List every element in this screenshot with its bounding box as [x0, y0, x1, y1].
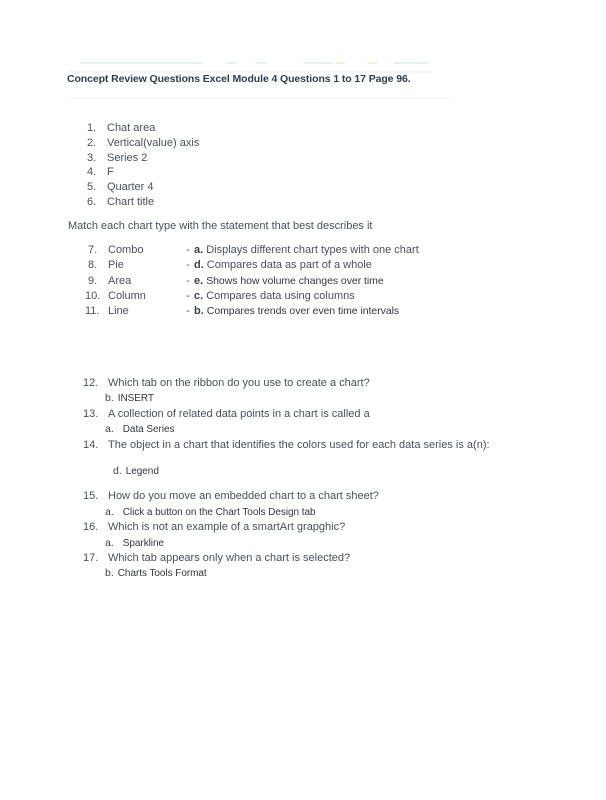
match-letter: e. — [194, 274, 204, 287]
question-row — [0, 376, 606, 391]
match-row — [0, 274, 606, 289]
list-item-text: F — [107, 166, 114, 179]
list-item-text: Vertical(value) axis — [107, 136, 200, 149]
question-row — [0, 520, 606, 535]
match-number: 11. — [85, 305, 100, 318]
list-item-number: 4. — [87, 166, 97, 179]
question-text: The object in a chart that identifies the colors used for each data series is a(n): — [108, 438, 490, 451]
match-dash: - — [186, 289, 190, 302]
scan-artifacts — [0, 0, 606, 110]
answer-letter: a. — [105, 505, 114, 518]
list-item — [0, 121, 606, 136]
answer-row — [0, 536, 606, 551]
match-description: Shows how volume changes over time — [206, 274, 384, 287]
term-list — [0, 121, 606, 210]
answer-row — [0, 505, 606, 520]
match-number: 9. — [88, 274, 98, 287]
list-item — [0, 195, 606, 210]
question-number: 17. — [83, 552, 99, 565]
answer-row — [0, 566, 606, 581]
list-item-text: Chat area — [107, 122, 156, 134]
scan-artifact-mark — [225, 62, 237, 64]
match-term: Column — [108, 289, 146, 302]
question-number: 13. — [83, 407, 99, 420]
match-dash: - — [186, 305, 190, 318]
list-item — [0, 136, 606, 151]
list-item-text: Chart title — [107, 195, 155, 208]
answer-letter: a. — [105, 536, 114, 549]
list-item — [0, 151, 606, 166]
list-item-number: 5. — [87, 181, 97, 194]
list-item — [0, 165, 606, 180]
question-number: 14. — [83, 438, 99, 451]
match-intro: Match each chart type with the statement that best describes it — [68, 220, 373, 232]
question-row — [0, 407, 606, 422]
match-description: Displays different chart types with one chart — [206, 244, 419, 256]
question-text: A collection of related data points in a chart is called a — [108, 407, 370, 420]
answer-text: Charts Tools Format — [117, 568, 207, 580]
list-item — [0, 180, 606, 195]
match-row — [0, 289, 606, 304]
question-number: 12. — [83, 377, 99, 389]
match-dash: - — [186, 274, 190, 287]
question-text: Which tab appears only when a chart is selected? — [108, 552, 351, 565]
match-letter: a. — [194, 244, 204, 256]
question-number: 15. — [83, 490, 99, 503]
scan-artifact-mark — [367, 62, 378, 64]
match-number: 8. — [88, 259, 98, 272]
answer-row — [0, 422, 606, 437]
match-letter: c. — [194, 289, 204, 302]
list-item-text: Quarter 4 — [107, 181, 154, 194]
match-list — [0, 243, 606, 319]
match-description: Compares data using columns — [206, 289, 355, 302]
match-description: Compares trends over even time intervals — [206, 305, 400, 318]
scan-artifact-mark — [80, 62, 203, 64]
question-row — [0, 438, 606, 453]
match-dash: - — [186, 244, 190, 256]
answer-text: INSERT — [117, 393, 154, 405]
match-row — [0, 258, 606, 273]
question-text: How do you move an embedded chart to a chart sheet? — [108, 490, 379, 503]
list-item-number: 2. — [87, 136, 97, 149]
answer-text: Legend — [125, 465, 159, 477]
answer-letter: b. — [105, 567, 114, 580]
answer-text: Sparkline — [122, 537, 165, 549]
answer-letter: b. — [105, 392, 114, 405]
scan-artifact-mark — [393, 62, 428, 64]
match-number: 7. — [88, 244, 98, 256]
match-dash: - — [186, 259, 190, 272]
match-term: Line — [108, 305, 129, 318]
match-letter: b. — [194, 305, 204, 318]
match-term: Area — [108, 274, 132, 287]
match-number: 10. — [85, 289, 101, 302]
answer-row — [0, 464, 606, 479]
match-letter: d. — [194, 259, 204, 272]
list-item-number: 6. — [87, 195, 97, 208]
match-row — [0, 304, 606, 319]
answer-row — [0, 391, 606, 406]
qa-list — [0, 376, 606, 582]
answer-letter: a. — [105, 423, 114, 436]
answer-text: Click a button on the Chart Tools Design tab — [122, 506, 316, 518]
question-row — [0, 551, 606, 566]
question-text: Which tab on the ribbon do you use to create a chart? — [108, 377, 370, 389]
match-description: Compares data as part of a whole — [206, 259, 372, 272]
scan-artifact-mark — [70, 97, 450, 99]
match-term: Pie — [108, 259, 124, 272]
list-item-number: 3. — [87, 151, 97, 164]
question-number: 16. — [83, 521, 99, 534]
scan-artifact-mark — [255, 62, 267, 64]
list-item-text: Series 2 — [107, 151, 148, 164]
question-row — [0, 489, 606, 504]
page-title: Concept Review Questions Excel Module 4 Questions 1 to 17 Page 96. — [67, 73, 411, 85]
answer-letter: d. — [113, 464, 122, 477]
scan-artifact-mark — [303, 62, 332, 64]
list-item-number: 1. — [87, 122, 97, 134]
answer-text: Data Series — [122, 424, 175, 436]
match-term: Combo — [108, 244, 144, 256]
scan-artifact-mark — [335, 62, 345, 64]
question-text: Which is not an example of a smartArt grapghic? — [108, 521, 346, 534]
match-row — [0, 243, 606, 258]
